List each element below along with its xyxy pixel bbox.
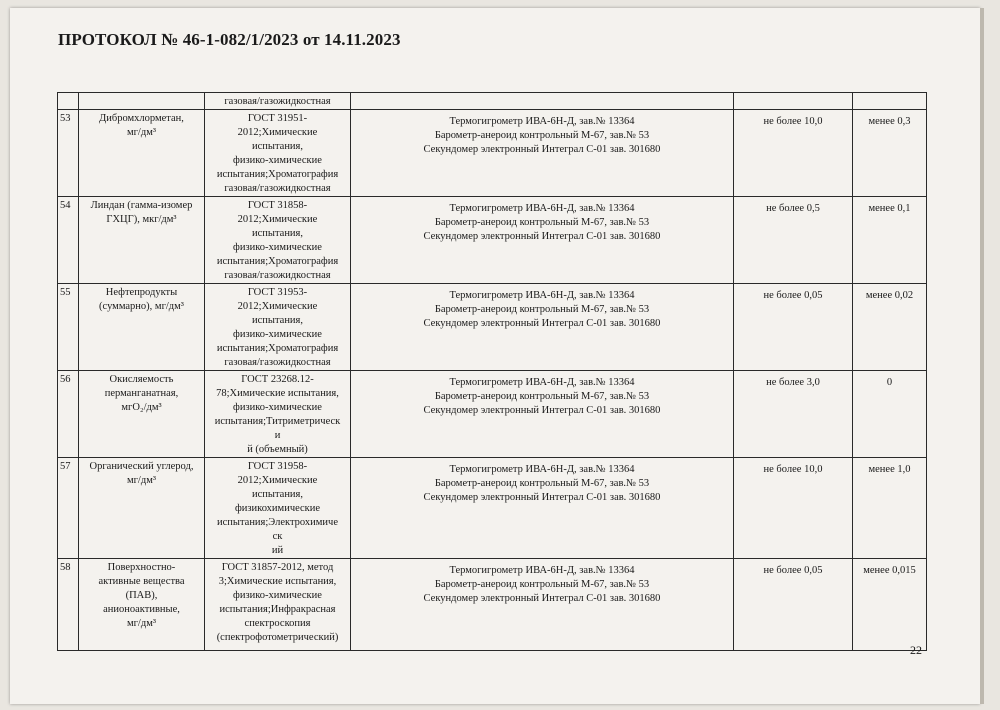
cell-result: менее 1,0 [853,458,927,559]
cell-method-line: 2012;Химические [237,475,318,486]
cell-method [205,110,351,197]
cell-indicator-line: (суммарно), мг/дм³ [99,301,184,312]
cell-method [205,559,351,651]
cell-num: 55 [58,284,79,371]
cell-norm: не более 0,05 [734,559,853,651]
cell-method-line: ГОСТ 31951- [247,113,308,124]
cell-method-line: испытания;Хроматография [216,256,339,267]
cell-indicator [79,458,205,559]
cell-equipment-line: Барометр-анероид контрольный М-67, зав.№ 53 [434,579,650,590]
cell-method-line: испытания, [251,489,304,500]
page-number: 22 [910,643,922,657]
cell-equipment-line: Барометр-анероид контрольный М-67, зав.№ 53 [434,478,650,489]
cell-method-line: испытания;Хроматография [216,343,339,354]
cell-method-line: физико-химические [233,402,322,413]
cell-norm: не более 3,0 [734,371,853,458]
cell-method-line: газовая/газожидкостная [224,270,331,281]
cell-equipment-line: Термогигрометр ИВА-6Н-Д, зав.№ 13364 [449,290,635,301]
table-row [58,371,927,458]
cell-indicator-line: Линдан (гамма-изомер [90,200,193,211]
cell-num: 53 [58,110,79,197]
cell-method-line: 2012;Химические [237,214,318,225]
cell-method-line: испытания, [251,315,304,326]
cell-norm: не более 0,05 [734,284,853,371]
cell-method: газовая/газожидкостная [205,93,351,110]
cell-indicator [79,559,205,651]
cell-equipment-line: Барометр-анероид контрольный М-67, зав.№ 53 [434,391,650,402]
cell-method-line: испытания, [251,228,304,239]
page-edge [980,8,984,704]
protocol-title: ПРОТОКОЛ № 46-1-082/1/2023 от 14.11.2023 [58,30,401,49]
cell-norm: не более 10,0 [734,110,853,197]
cell-method-line: 2012;Химические [237,301,318,312]
cell-equipment-line: Термогигрометр ИВА-6Н-Д, зав.№ 13364 [449,377,635,388]
cell-num: 56 [58,371,79,458]
table-row [58,284,927,371]
cell-indicator-line: мг/дм³ [126,127,156,138]
cell-indicator-line: Дибромхлорметан, [99,113,184,124]
cell-method-line: физико-химические [233,329,322,340]
cell-method-line: ГОСТ 31858- [247,200,308,211]
cell-equipment [351,371,734,458]
cell-equipment-line: Термогигрометр ИВА-6Н-Д, зав.№ 13364 [449,464,635,475]
cell-indicator-line: ГХЦГ), мкг/дм³ [106,214,177,225]
cell-equipment-line: Барометр-анероид контрольный М-67, зав.№ 53 [434,217,650,228]
cell-norm: не более 0,5 [734,197,853,284]
cell-method-line: 78;Химические испытания, [216,388,339,399]
cell-method-line: и [274,430,281,441]
cell-method-line: газовая/газожидкостная [224,183,331,194]
cell-method-line: (спектрофотометрический) [216,632,339,643]
cell-method-line: ск [272,531,283,542]
cell-method-line: ГОСТ 31953- [247,287,308,298]
cell-method [205,458,351,559]
cell-result: 0 [853,371,927,458]
cell-equipment [351,110,734,197]
cell-method-line: испытания;Электрохимиче [216,517,338,528]
cell-indicator-line: Поверхностно- [107,562,176,573]
cell-result [853,93,927,110]
cell-method-line: 2012;Химические [237,127,318,138]
cell-indicator-line: Нефтепродукты [105,287,178,298]
cell-equipment-line: Секундомер электронный Интеграл С-01 зав. 301680 [423,405,661,416]
cell-equipment [351,284,734,371]
cell-num: 57 [58,458,79,559]
cell-method-line: физико-химические [233,155,322,166]
cell-equipment-line: Секундомер электронный Интеграл С-01 зав. 301680 [423,231,661,242]
cell-norm [734,93,853,110]
table-row [58,110,927,197]
cell-result: менее 0,02 [853,284,927,371]
cell-method-line: физико-химические [233,242,322,253]
table-row-continuation [58,93,927,110]
cell-method-line: ГОСТ 31958- [247,461,308,472]
cell-result: менее 0,015 [853,559,927,651]
cell-equipment [351,93,734,110]
cell-equipment [351,559,734,651]
cell-indicator-line: перманганатная, [104,388,179,399]
cell-method-line: физико-химические [233,590,322,601]
results-table [57,92,927,651]
cell-equipment-line: Секундомер электронный Интеграл С-01 зав. 301680 [423,593,661,604]
cell-method-line: испытания, [251,141,304,152]
cell-method-line: испытания;Хроматография [216,169,339,180]
cell-indicator-line: Окисляемость [109,374,174,385]
cell-method-line: газовая/газожидкостная [224,357,331,368]
cell-method-line: й (объемный) [247,444,308,455]
cell-indicator-line: анионоактивные, [103,604,180,615]
cell-result: менее 0,1 [853,197,927,284]
cell-method [205,197,351,284]
cell-norm: не более 10,0 [734,458,853,559]
cell-indicator-line: активные вещества [98,576,185,587]
cell-equipment-line: Барометр-анероид контрольный М-67, зав.№ 53 [434,304,650,315]
cell-equipment [351,458,734,559]
table-row [58,197,927,284]
table-row [58,458,927,559]
cell-indicator-line: мг/дм³ [126,618,156,629]
cell-method-line: испытания;Титриметрическ [214,416,341,427]
cell-method-line: ий [271,545,284,556]
cell-indicator-line: Органический углерод, [89,461,194,472]
cell-equipment [351,197,734,284]
cell-num: 58 [58,559,79,651]
cell-indicator-line: (ПАВ), [125,590,158,601]
cell-num: 54 [58,197,79,284]
cell-equipment-line: Секундомер электронный Интеграл С-01 зав. 301680 [423,144,661,155]
cell-method [205,284,351,371]
cell-equipment-line: Секундомер электронный Интеграл С-01 зав. 301680 [423,318,661,329]
cell-equipment-line: Барометр-анероид контрольный М-67, зав.№ 53 [434,130,650,141]
cell-indicator [79,93,205,110]
cell-indicator [79,197,205,284]
cell-method-line: 3;Химические испытания, [218,576,337,587]
cell-indicator [79,110,205,197]
cell-equipment-line: Термогигрометр ИВА-6Н-Д, зав.№ 13364 [449,565,635,576]
cell-method-line: испытания;Инфракрасная [219,604,336,615]
cell-indicator [79,284,205,371]
cell-method [205,371,351,458]
cell-result: менее 0,3 [853,110,927,197]
cell-equipment-line: Секундомер электронный Интеграл С-01 зав. 301680 [423,492,661,503]
cell-indicator [79,371,205,458]
cell-equipment-line: Термогигрометр ИВА-6Н-Д, зав.№ 13364 [449,116,635,127]
cell-equipment-line: Термогигрометр ИВА-6Н-Д, зав.№ 13364 [449,203,635,214]
cell-method-line: физикохимические [234,503,321,514]
cell-method-line: ГОСТ 23268.12- [241,374,314,385]
table-row [58,559,927,651]
cell-method-line: спектроскопия [244,618,311,629]
cell-indicator-line: мг/дм³ [126,475,156,486]
cell-num [58,93,79,110]
cell-indicator-line: мгO₂/дм³ [121,402,162,413]
cell-method-line: ГОСТ 31857-2012, метод [221,562,334,573]
